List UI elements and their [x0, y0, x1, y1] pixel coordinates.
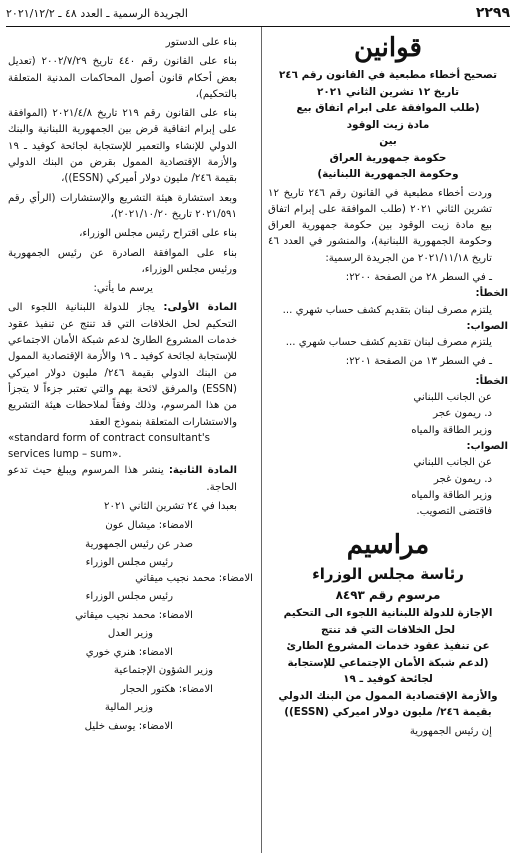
finance-minister-name: يوسف خليل: [84, 720, 136, 732]
pm-signature: [8, 571, 253, 587]
signature-label: الامضاء:: [158, 609, 193, 621]
pm-signature-2: [8, 608, 253, 624]
signature-label: الامضاء:: [218, 572, 253, 584]
article-1-text: يجاز للدولة اللبنانية اللجوء الى التحكيم لحل الخلافات التي قد تنتج عن تنفيذ عقود خدمات المشروع الطارئ لدعم شبكة الأمان الاجتماعي للإستجابة لجائحة كوفيد ـ ١٩ والأزمة الإقتصادية الممول من البنك الدولي بقيمة ٢٤٦/ مليون دولار اميركي (ESSN) والمرفق لائحة بهم والتي تعتبر جزءاً لا يتجزأ من هذا المرسوم، وذلك وفقاً لملاحظات هيئة التشريع والاستشارات المتعلقة بنموذج العقد: [8, 302, 238, 428]
fix2-wrong-line: د. ريمون عجر: [433, 408, 492, 420]
correction-title-line: مادة زيت الوقود: [346, 118, 430, 131]
justice-minister-name: هنري خوري: [85, 646, 136, 658]
social-minister-name: هكتور الحجار: [120, 683, 176, 695]
justice-signature: [8, 645, 253, 661]
social-signature: [8, 682, 253, 698]
correction-title-line: بين: [379, 135, 397, 147]
issued-by-line: صدر عن رئيس الجمهورية: [85, 538, 193, 550]
fix1-location: ـ في السطر ٢٨ من الصفحة ٢٢٠٠:: [345, 271, 492, 283]
page-number: ٢٢٩٩: [475, 5, 510, 21]
article-2-label: المادة الثانية:: [168, 465, 237, 477]
recital-law-219: بناء على القانون رقم ٢١٩ تاريخ ٢٠٢١/٤/٨ (الموافقة على إبرام اتفاقية قرض بين الجمهورية اللبنانية والبنك الدولي للإنشاء والتعمير للإستجابة لجائحة كوفيد ـ ١٩ والأزمة الإقتصادية الممول بقرض من البنك الدولي بقيمة ٢٤٦/ مليون دولار أميركي (ESSN))،: [8, 108, 238, 185]
fix1-right-label: الصواب:: [466, 320, 508, 332]
article-2-text: ينشر هذا المرسوم ويبلغ حيث تدعو الحاجة.: [8, 465, 237, 493]
recital-consultation: وبعد استشارة هيئة التشريع والإستشارات (الرأي رقم ٢٠٢١/٥٩١ تاريخ ٢٠٢١/١٠/٢٠)،: [8, 192, 237, 220]
decree-title-line: عن تنفيذ عقود خدمات المشروع الطارئ: [286, 640, 490, 653]
decree-title-line: والأزمة الإقتصادية الممول من البنك الدولي: [278, 689, 498, 702]
article-1-english-line: services lump – sum».: [8, 449, 122, 461]
social-minister-title: وزير الشؤون الإجتماعية: [113, 665, 213, 677]
recital-law-440: بناء على القانون رقم ٤٤٠ تاريخ ٢٠٠٢/٧/٢٩ (تعديل بعض أحكام قانون أصول المحاكمات المدنية المتعلقة بالتحكيم)،: [8, 56, 237, 100]
fix2-wrong-label: الخطأ:: [475, 375, 508, 387]
fix2-closing: فاقتضى التصويب.: [416, 506, 492, 518]
pm-name: محمد نجيب ميقاتي: [135, 572, 216, 584]
president-name: ميشال عون: [105, 520, 156, 532]
correction-title-line: وحكومة الجمهورية اللبنانية): [317, 168, 459, 180]
fix2-wrong-line: عن الجانب اللبناني: [413, 392, 492, 404]
correction-title-line: (طلب الموافقة على ابرام اتفاق بيع: [296, 102, 480, 114]
correction-title-line: تاريخ ١٢ تشرين الثاني ٢٠٢١: [317, 85, 459, 98]
finance-signature: [8, 719, 253, 735]
decree-title: [268, 605, 508, 721]
fix1-right-text: يلتزم مصرف لبنان تقديم كشف حساب شهري ...: [285, 337, 492, 349]
signature-label: الامضاء:: [138, 646, 173, 658]
president-signature: [8, 518, 253, 534]
decrees-heading: مراسيم: [346, 530, 430, 561]
decree-number: مرسوم رقم ٨٤٩٣: [335, 588, 441, 603]
fix1-wrong-label: الخطأ:: [475, 288, 508, 300]
pm-name-2: محمد نجيب ميقاتي: [75, 609, 156, 621]
decree-title-line: الإجازة للدولة اللبنانية اللجوء الى التحكيم: [283, 607, 493, 620]
fix2-wrong-line: وزير الطاقة والمياه: [411, 424, 492, 436]
right-column: [261, 27, 510, 853]
correction-title-line: حكومة جمهورية العراق: [329, 151, 447, 164]
signature-label: الامضاء:: [138, 720, 173, 732]
fix2-right-line: د. ريمون غجر: [433, 473, 492, 485]
correction-title-line: تصحيح أخطاء مطبعية في القانون رقم ٢٤٦: [278, 69, 498, 81]
signature-label: الامضاء:: [158, 520, 193, 532]
recital-constitution: بناء على الدستور: [165, 37, 237, 48]
article-1-label: المادة الأولى:: [163, 302, 237, 314]
article-1: [8, 300, 253, 430]
fix2-location: ـ في السطر ١٣ من الصفحة ٢٢٠١:: [345, 356, 492, 368]
article-2: [8, 463, 253, 496]
fix2-right-label: الصواب:: [466, 440, 508, 452]
fix2-right-line: وزير الطاقة والمياه: [411, 489, 492, 501]
justice-minister-title: وزير العدل: [107, 628, 153, 640]
correction-title: [268, 67, 508, 183]
decree-title-line: (لدعم شبكة الأمان الإجتماعي للإستجابة: [287, 656, 489, 669]
signature-label: الامضاء:: [178, 683, 213, 695]
fix1-wrong-text: يلتزم مصرف لبنان بتقديم كشف حساب شهري ...: [282, 304, 492, 316]
page-header: [6, 0, 510, 27]
decree-title-line: لحل الخلافات التي قد تنتج: [320, 623, 456, 636]
fix2-right-line: عن الجانب اللبناني: [413, 457, 492, 469]
left-column: [6, 27, 261, 853]
recital-proposal: بناء على اقتراح رئيس مجلس الوزراء،: [79, 228, 237, 240]
pm-title-2: رئيس مجلس الوزراء: [85, 591, 173, 603]
article-1-english-line: «standard form of contract consultant's: [8, 432, 210, 444]
presidency-heading: رئاسة مجلس الوزراء: [312, 565, 464, 584]
page-columns: [6, 27, 510, 853]
laws-heading: قوانين: [354, 33, 422, 63]
decrees-line: يرسم ما يأتي:: [93, 283, 153, 295]
decree-title-line: لجائحة كوفيد ـ ١٩: [343, 673, 433, 686]
president-preamble: إن رئيس الجمهورية: [409, 725, 492, 737]
decree-title-line: بقيمة ٢٤٦/ مليون دولار اميركي (ESSN)): [284, 706, 492, 719]
recital-approval: بناء على الموافقة الصادرة عن رئيس الجمهورية ورئيس مجلس الوزراء،: [8, 247, 237, 275]
correction-intro: وردت أخطاء مطبعية في القانون رقم ٢٤٦ تاريخ ١٢ تشرين الثاني ٢٠٢١ (طلب الموافقة على إبرام اتفاق بيع مادة زيت الوقود بين حكومة جمهورية العراق وحكومة الجمهورية اللبنانية)، والمنشور في العدد ٤٦ تاريخ ٢٠٢١/١١/١٨ من الجريدة الرسمية:: [268, 187, 492, 264]
gazette-issue-line: الجريدة الرسمية ـ العدد ٤٨ ـ ٢٠٢١/١٢/٢: [6, 6, 188, 20]
date-place-line: بعبدا في ٢٤ تشرين الثاني ٢٠٢١: [104, 501, 237, 513]
issued-by-pm-title: رئيس مجلس الوزراء: [85, 557, 173, 569]
finance-minister-title: وزير المالية: [104, 702, 153, 714]
